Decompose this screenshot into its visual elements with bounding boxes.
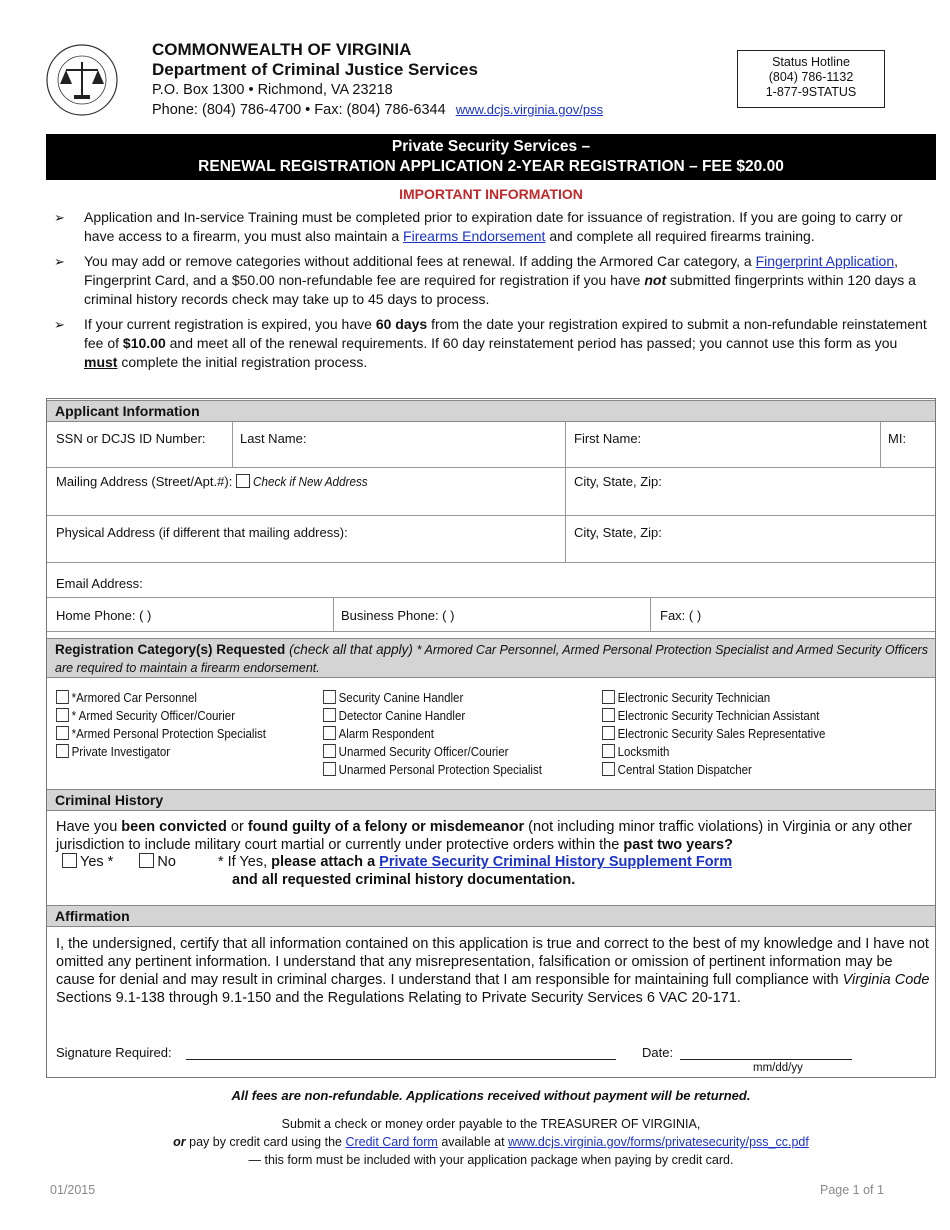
department-name: Department of Criminal Justice Services <box>152 60 478 79</box>
physical-address-field[interactable]: Physical Address (if different that mailing address): <box>56 525 348 540</box>
date-label: Date: <box>642 1045 674 1060</box>
bullet-item: ➢ You may add or remove categories without additional fees at renewal. If adding the Armored Car category, a Fingerprint Application, Fingerprint Card, and a $50.00 non-refundable fee are required for registration if you have not submitted fingerprints within 120 days a criminal history records check may take up to 45 days to process. <box>54 253 916 307</box>
criminal-history-heading: Criminal History <box>47 789 935 811</box>
signature-line[interactable] <box>186 1059 616 1060</box>
hotline-title: Status Hotline <box>772 55 850 69</box>
mailing-address-field[interactable]: Mailing Address (Street/Apt.#): <box>56 474 233 489</box>
category-item[interactable]: Electronic Security Technician <box>602 689 825 707</box>
ssn-field[interactable]: SSN or DCJS ID Number: <box>56 431 206 446</box>
new-address-label: Check if New Address <box>252 474 368 489</box>
category-item[interactable]: Locksmith <box>602 743 825 761</box>
firearms-endorsement-link[interactable]: Firearms Endorsement <box>403 228 546 244</box>
applicant-section-heading: Applicant Information <box>47 400 935 422</box>
status-hotline-box <box>737 50 885 108</box>
category-checkbox[interactable] <box>602 690 615 704</box>
categories-section-heading: Registration Category(s) Requested (check all that apply) * Armored Car Personnel, Armed Personal Protection Specialist and Armed Security Officers are required to maintain a firearm endorsement. <box>47 638 935 678</box>
mailing-city-state-zip-field[interactable]: City, State, Zip: <box>574 474 662 489</box>
criminal-history-question: Have you been convicted or found guilty of a felony or misdemeanor (not including minor traffic violations) in Virginia or any other jurisdiction to include military court martial or currently under protective orders within the past two years? <box>56 819 913 853</box>
email-field[interactable]: Email Address: <box>56 576 143 591</box>
category-checkbox[interactable] <box>56 726 69 740</box>
date-format-hint: mm/dd/yy <box>753 1062 803 1074</box>
form-title-bar <box>46 134 936 180</box>
category-column-2 <box>323 689 561 779</box>
physical-city-state-zip-field[interactable]: City, State, Zip: <box>574 525 662 540</box>
category-checkbox[interactable] <box>602 762 615 776</box>
category-item[interactable]: Private Investigator <box>56 743 266 761</box>
category-item[interactable]: Electronic Security Technician Assistant <box>602 707 825 725</box>
category-item[interactable]: Unarmed Security Officer/Courier <box>323 743 542 761</box>
category-item[interactable]: * Armed Security Officer/Courier <box>56 707 266 725</box>
important-bullets <box>50 208 930 378</box>
category-checkbox[interactable] <box>56 708 69 722</box>
affirmation-heading: Affirmation <box>47 905 935 927</box>
category-item[interactable]: *Armored Car Personnel <box>56 689 266 707</box>
form-date-code: 01/2015 <box>50 1183 96 1197</box>
agency-website-link[interactable]: www.dcjs.virginia.gov/pss <box>455 102 604 117</box>
last-name-field[interactable]: Last Name: <box>240 431 307 446</box>
criminal-history-supplement-link[interactable]: Private Security Criminal History Supplement Form <box>379 854 733 870</box>
dcjs-seal-logo <box>40 40 140 120</box>
agency-phone-fax: Phone: (804) 786-4700 • Fax: (804) 786-6344 <box>152 102 446 118</box>
category-checkbox[interactable] <box>323 708 336 722</box>
mi-field[interactable]: MI: <box>888 431 907 446</box>
business-phone-field[interactable]: Business Phone: ( ) <box>341 608 455 623</box>
affirmation-text: I, the undersigned, certify that all information contained on this application is true and correct to the best of my knowledge and I have not omitted any pertinent information. I understand that any misrepresentation, falsification or omission of pertinent information may be cause for denial and may result in criminal charges. I understand that I am responsible for maintaining full compliance with Virginia Code Sections 9.1-138 through 9.1-150 and the Regulations Relating to Private Security Services 6 VAC 20-171. <box>56 936 930 1006</box>
category-checkbox[interactable] <box>56 744 69 758</box>
category-checkbox[interactable] <box>323 726 336 740</box>
payment-line2: or pay by credit card using the Credit Card form available at www.dcjs.virginia.gov/forms/privatesecurity/pss_cc.pdf <box>173 1135 809 1149</box>
category-item[interactable]: Central Station Dispatcher <box>602 761 825 779</box>
arrow-bullet-icon: ➢ <box>54 317 65 332</box>
hotline-phone: (804) 786-1132 <box>768 70 854 84</box>
criminal-answer-row: Yes * No * If Yes, please attach a Private Security Criminal History Supplement Form <box>62 853 732 871</box>
hotline-tollfree: 1-877-9STATUS <box>765 85 857 99</box>
category-column-3 <box>602 689 845 779</box>
agency-name: COMMONWEALTH OF VIRGINIA <box>152 40 412 59</box>
agency-contact <box>152 100 603 120</box>
arrow-bullet-icon: ➢ <box>54 210 65 225</box>
category-checkbox[interactable] <box>602 744 615 758</box>
category-checkbox[interactable] <box>323 762 336 776</box>
agency-address: P.O. Box 1300 • Richmond, VA 23218 <box>152 82 393 98</box>
yes-label: Yes * <box>80 854 114 870</box>
first-name-field[interactable]: First Name: <box>574 431 642 446</box>
page-number: Page 1 of 1 <box>820 1183 884 1197</box>
new-address-checkbox[interactable] <box>236 474 250 488</box>
title-line1: Private Security Services – <box>391 138 591 155</box>
criminal-yes-checkbox[interactable] <box>62 853 77 868</box>
important-heading: IMPORTANT INFORMATION <box>399 186 583 202</box>
payment-line3: — this form must be included with your application package when paying by credit card. <box>248 1153 734 1167</box>
date-line[interactable] <box>680 1059 852 1060</box>
category-item[interactable]: Electronic Security Sales Representative <box>602 725 825 743</box>
bullet-item: ➢ Application and In-service Training must be completed prior to expiration date for issuance of registration. If you are going to carry or have access to a firearm, you must also maintain a Firearms Endorsement and complete all required firearms training. <box>54 209 903 244</box>
category-checkbox[interactable] <box>602 726 615 740</box>
criminal-no-checkbox[interactable] <box>139 853 154 868</box>
credit-card-form-link[interactable]: Credit Card form <box>345 1135 438 1149</box>
payment-instructions <box>46 1115 936 1169</box>
bullet-item: ➢ If your current registration is expired, you have 60 days from the date your registration expired to submit a non-refundable reinstatement fee of $10.00 and meet all of the renewal requirements. If 60 day reinstatement period has passed; you cannot use this form as you must complete the initial registration process. <box>54 316 927 370</box>
no-label: No <box>157 854 176 870</box>
category-item[interactable]: Security Canine Handler <box>323 689 542 707</box>
payment-line1: Submit a check or money order payable to the TREASURER OF VIRGINIA, <box>281 1117 701 1131</box>
credit-card-url-link[interactable]: www.dcjs.virginia.gov/forms/privatesecurity/pss_cc.pdf <box>508 1135 809 1149</box>
fees-notice: All fees are non-refundable. Applications received without payment will be returned. <box>231 1088 751 1103</box>
category-item[interactable]: Alarm Respondent <box>323 725 542 743</box>
fax-field[interactable]: Fax: ( ) <box>660 608 702 623</box>
category-item[interactable]: Unarmed Personal Protection Specialist <box>323 761 542 779</box>
arrow-bullet-icon: ➢ <box>54 254 65 269</box>
agency-header <box>152 40 603 120</box>
title-line2: RENEWAL REGISTRATION APPLICATION 2-YEAR REGISTRATION – FEE $20.00 <box>198 158 784 175</box>
mailing-address-row <box>56 474 380 489</box>
category-item[interactable]: *Armed Personal Protection Specialist <box>56 725 266 743</box>
category-checkbox[interactable] <box>323 744 336 758</box>
criminal-documentation-note: and all requested criminal history documentation. <box>232 872 576 888</box>
fingerprint-application-link[interactable]: Fingerprint Application <box>755 253 895 269</box>
category-column-1 <box>56 689 284 761</box>
category-item[interactable]: Detector Canine Handler <box>323 707 542 725</box>
category-checkbox[interactable] <box>602 708 615 722</box>
signature-label: Signature Required: <box>56 1045 172 1060</box>
home-phone-field[interactable]: Home Phone: ( ) <box>56 608 152 623</box>
category-checkbox[interactable] <box>323 690 336 704</box>
category-checkbox[interactable] <box>56 690 69 704</box>
